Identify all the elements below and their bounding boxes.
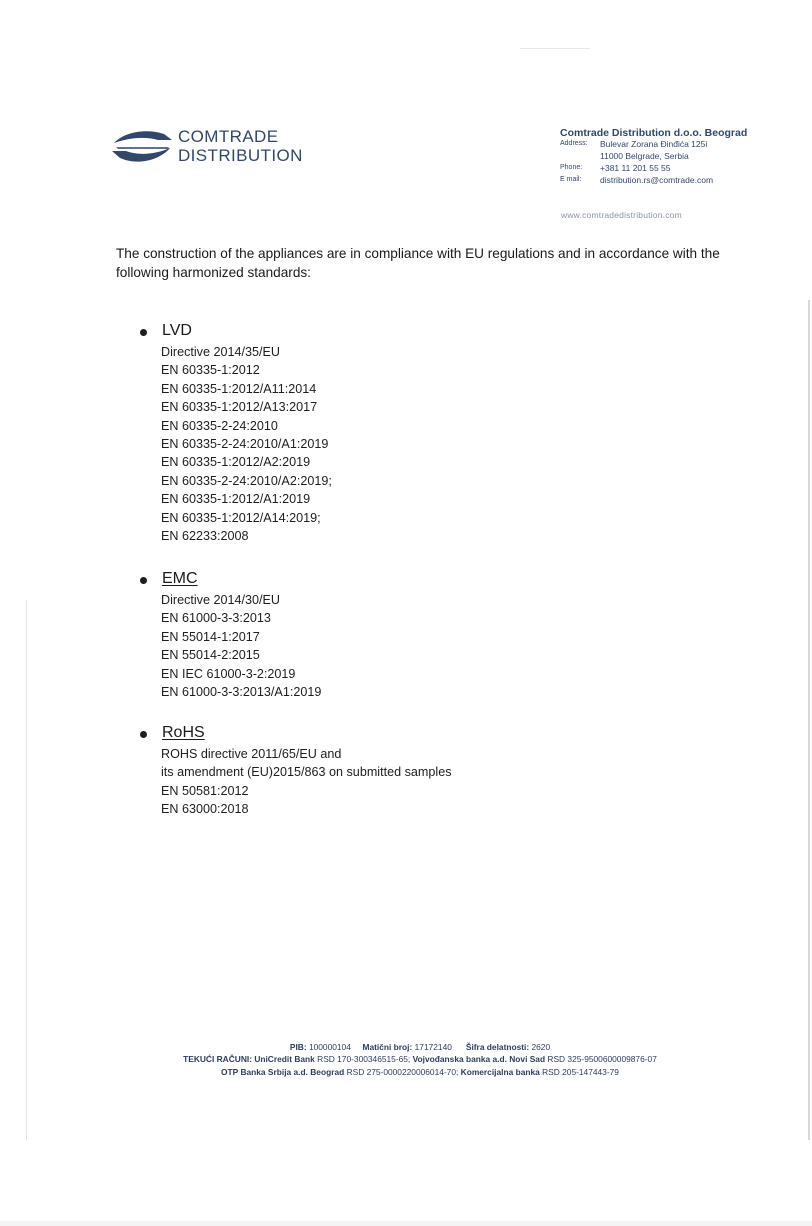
standard-item: EN 50581:2012 (161, 783, 249, 798)
standard-item: EN 55014-2:2015 (161, 648, 260, 663)
footer-line-1 (100, 1041, 740, 1053)
scan-edge-right (808, 300, 810, 1140)
phone-label: Phone: (560, 164, 583, 171)
address-line2: 11000 Belgrade, Serbia (600, 151, 689, 161)
standard-item: EN 60335-2-24:2010/A2:2019; (161, 473, 332, 488)
sifra-label: Šifra delatnosti: (465, 1042, 530, 1052)
standard-item: EN 60335-1:2012/A13:2017 (161, 400, 318, 415)
company-website: www.comtradedistribution.com (561, 210, 682, 220)
standard-item: EN 60335-2-24:2010/A1:2019 (161, 437, 329, 452)
address-line1: Bulevar Zorana Đinđića 125i (600, 139, 708, 149)
bullet-dot-icon (140, 577, 147, 584)
section-title-lvd: LVD (162, 322, 192, 339)
comtrade-logo-mark-icon (112, 126, 172, 166)
bank4-account: RSD 205-147443-79 (542, 1066, 619, 1077)
accounts-label: TEKUĆI RAČUNI: (183, 1054, 252, 1065)
scan-edge-bottom (0, 1221, 812, 1226)
scan-edge-left (26, 600, 27, 1140)
address-row-2 (560, 151, 800, 163)
standard-item: EN 60335-2-24:2010 (161, 418, 278, 433)
phone-value: +381 11 201 55 55 (600, 163, 671, 173)
standard-item: EN 60335-1:2012/A1:2019 (161, 492, 311, 507)
pib-label: PIB: (289, 1042, 307, 1052)
bank2-account: RSD 325-9500600009876-07 (547, 1054, 657, 1065)
standard-item: its amendment (EU)2015/863 on submitted samples (161, 765, 452, 780)
footer-line-3 (100, 1066, 740, 1078)
pib-value: 100000104 (308, 1042, 351, 1052)
email-value: distribution.rs@comtrade.com (600, 175, 714, 185)
address-label: Address: (560, 140, 588, 147)
footer-bank-details (100, 1041, 740, 1078)
address-row (560, 139, 800, 151)
scan-mark-top (520, 48, 590, 49)
bank4-name: Komercijalna banka (460, 1066, 540, 1077)
intro-paragraph: The construction of the appliances are in compliance with EU regulations and in accordance with the following harmonized standards: (116, 246, 720, 280)
footer-line-2 (100, 1053, 740, 1065)
standard-item: EN 62233:2008 (161, 529, 249, 544)
standards-list-rohs (161, 745, 452, 819)
standard-item: EN 60335-1:2012/A2:2019 (161, 455, 311, 470)
section-title-rohs: RoHS (162, 724, 205, 741)
company-logo (112, 124, 327, 170)
bank3-name: OTP Banka Srbija a.d. Beograd (221, 1066, 345, 1077)
standard-item: Directive 2014/35/EU (161, 345, 281, 359)
email-row (560, 175, 800, 187)
bank3-account: RSD 275-0000220006014-70; (346, 1066, 459, 1077)
standard-item: ROHS directive 2011/65/EU and (161, 747, 342, 761)
logo-text-line1: COMTRADE (178, 127, 279, 146)
email-label: E mail: (560, 176, 582, 183)
maticni-label: Matični broj: (362, 1042, 413, 1052)
phone-row (560, 163, 800, 175)
bank1-account: RSD 170-300346515-65; (317, 1054, 411, 1065)
bullet-dot-icon (140, 329, 147, 336)
standard-item: EN 60335-1:2012 (161, 363, 260, 378)
section-title-emc: EMC (162, 570, 198, 587)
standard-item: EN 60335-1:2012/A11:2014 (161, 381, 317, 396)
bank1-name: UniCredit Bank (254, 1054, 315, 1065)
standard-item: EN 63000:2018 (161, 802, 249, 817)
standard-item: Directive 2014/30/EU (161, 593, 281, 607)
standard-item: EN 60335-1:2012/A14:2019; (161, 510, 321, 525)
maticni-value: 17172140 (414, 1042, 452, 1052)
company-details (560, 127, 800, 187)
standard-item: EN 61000-3-3:2013/A1:2019 (161, 685, 322, 700)
standard-item: EN 61000-3-3:2013 (161, 611, 271, 626)
bullet-dot-icon (140, 731, 147, 738)
standard-item: EN IEC 61000-3-2:2019 (161, 666, 296, 681)
standard-item: EN 55014-1:2017 (161, 629, 260, 644)
standards-list-lvd (161, 343, 332, 545)
logo-text-line2: DISTRIBUTION (178, 146, 303, 165)
standards-list-emc (161, 591, 321, 701)
company-name: Comtrade Distribution d.o.o. Beograd (560, 127, 748, 139)
bank2-name: Vojvođanska banka a.d. Novi Sad (412, 1054, 546, 1065)
sifra-value: 2620 (531, 1042, 551, 1052)
